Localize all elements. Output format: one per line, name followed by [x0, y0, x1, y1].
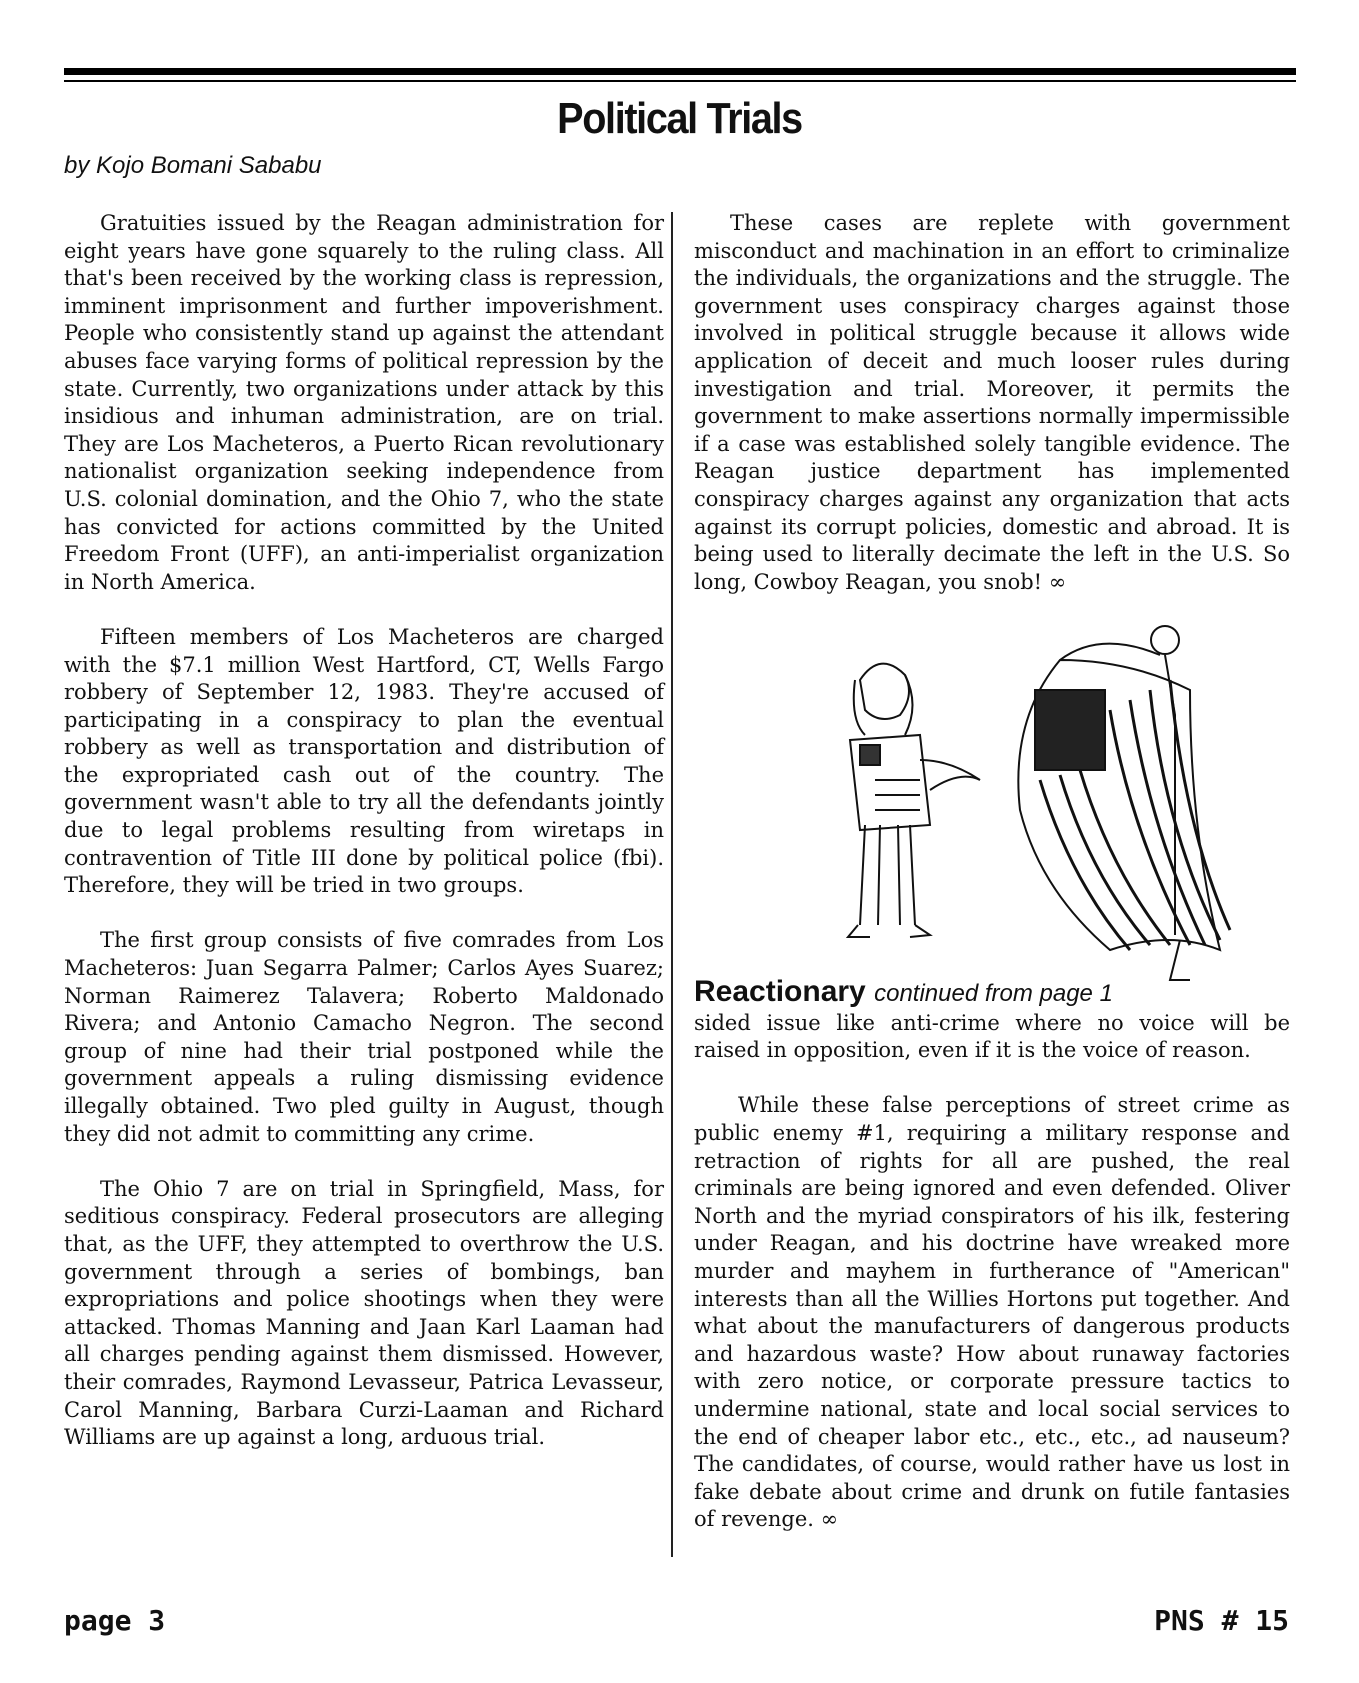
page-number: page 3: [64, 1604, 166, 1637]
paragraph: These cases are replete with government misconduct and machination in an effort to criminalize the individuals, the organizations and the struggle. The government uses conspiracy charges against those involved in political struggle because it allows wide application of deceit and much looser rules during investigation and trial. Moreover, it permits the government to make assertions normally impermissible if a case was established solely tangible evidence. The Reagan justice department has implemented conspiracy charges against any organization that acts against its corrupt policies, domestic and abroad. It is being used to literally decimate the left in the U.S. So long, Cowboy Reagan, you snob! ∞: [694, 211, 1290, 594]
column-divider: [671, 212, 673, 1557]
left-column: [64, 210, 664, 1479]
right-column: [694, 210, 1290, 624]
continued-from-note: continued from page 1: [874, 980, 1113, 1007]
reactionary-heading: [694, 975, 1290, 1008]
paragraph: sided issue like anti-crime where no voice will be raised in opposition, even if it is the voice of reason.: [694, 1010, 1290, 1063]
flag-illustration: [820, 620, 1320, 1000]
section-heading: Reactionary: [694, 975, 866, 1008]
paragraph: While these false perceptions of street crime as public enemy #1, requiring a military response and retraction of rights for all are pushed, the real criminals are being ignored and even defended. Oliver North and the myriad conspirators of his ilk, festering under Reagan, and his doctrine have wreaked more murder and mayhem in furtherance of "American" interests than all the Willies Hortons put together. And what about the manufacturers of dangerous products and hazardous waste? How about runaway factories with zero notice, or corporate pressure tactics to undermine national, state and local social services to the end of cheaper labor etc., etc., etc., ad nauseum? The candidates, of course, would rather have us lost in fake debate about crime and drunk on futile fantasies of revenge. ∞: [694, 1093, 1290, 1532]
girl-figure: [848, 664, 980, 937]
header-rule-thin: [64, 80, 1296, 82]
byline: by Kojo Bomani Sababu: [64, 152, 322, 179]
paragraph: The first group consists of five comrades from Los Macheteros: Juan Segarra Palmer; Carlos Ayes Suarez; Norman Raimerez Talavera; Roberto Maldonado Rivera; and Antonio Camacho Negron. The second group of nine had their trial postponed while the government appeals a ruling dismissing evidence illegally obtained. Two pled guilty in August, though they did not admit to committing any crime.: [64, 928, 664, 1146]
man-with-flag: [1018, 626, 1230, 980]
reactionary-continuation: [694, 975, 1290, 1561]
header-rule-thick: [64, 68, 1296, 75]
paragraph: The Ohio 7 are on trial in Springfield, Mass, for seditious conspiracy. Federal prosecutors are alleging that, as the UFF, they attempted to overthrow the U.S. government through a series of bombings, ban expropriations and police shootings when they were attacked. Thomas Manning and Jaan Karl Laaman had all charges pending against them dismissed. However, their comrades, Raymond Levasseur, Patrica Levasseur, Carol Manning, Barbara Curzi-Laaman and Richard Williams are up against a long, arduous trial.: [64, 1176, 664, 1450]
article-title: Political Trials: [557, 94, 802, 143]
paragraph: Gratuities issued by the Reagan administration for eight years have gone squarely to the ruling class. All that's been received by the working class is repression, imminent imprisonment and further impoverishment. People who consistently stand up against the attendant abuses face varying forms of political repression by the state. Currently, two organizations under attack by this insidious and inhuman administration, are on trial. They are Los Macheteros, a Puerto Rican revolutionary nationalist organization seeking independence from U.S. colonial domination, and the Ohio 7, who the state has convicted for actions committed by the United Freedom Front (UFF), an anti-imperialist organization in North America.: [64, 211, 664, 594]
paragraph: Fifteen members of Los Macheteros are charged with the $7.1 million West Hartford, CT, Wells Fargo robbery of September 12, 1983. They're accused of participating in a conspiracy to plan the eventual robbery as well as transportation and distribution of the expropriated cash out of the country. The government wasn't able to try all the defendants jointly due to legal problems resulting from wiretaps in contravention of Title III done by political police (fbi). Therefore, they will be tried in two groups.: [64, 624, 664, 898]
issue-number: PNS # 15: [1154, 1604, 1289, 1637]
